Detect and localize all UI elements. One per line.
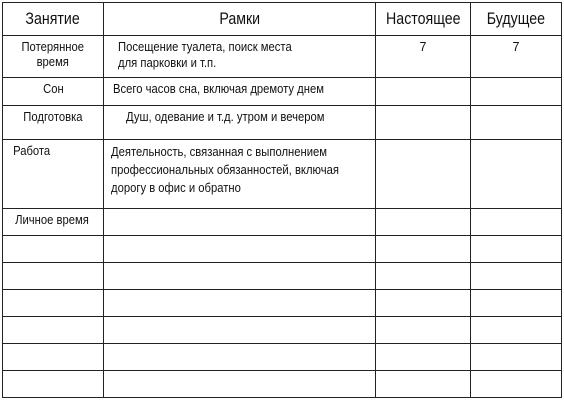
- cell-activity: Потерянное время: [3, 36, 104, 78]
- table-row: [3, 140, 562, 209]
- header-present: Настоящее: [376, 3, 471, 36]
- cell-future: [471, 209, 562, 236]
- header-row: [3, 3, 562, 36]
- cell-frames: [104, 263, 376, 290]
- header-activity: Занятие: [3, 3, 104, 36]
- table-row: [3, 209, 562, 236]
- cell-present: [376, 317, 471, 344]
- cell-frames: [104, 371, 376, 398]
- cell-activity: [3, 317, 104, 344]
- header-frames: Рамки: [104, 3, 376, 36]
- cell-activity: Работа: [3, 140, 104, 209]
- cell-present: [376, 344, 471, 371]
- table-row: [3, 290, 562, 317]
- cell-future: [471, 263, 562, 290]
- cell-present: [376, 236, 471, 263]
- table-row: [3, 371, 562, 398]
- cell-frames: [104, 344, 376, 371]
- cell-activity: Подготовка: [3, 106, 104, 140]
- table-row: [3, 78, 562, 106]
- cell-activity: [3, 236, 104, 263]
- cell-future: [471, 317, 562, 344]
- cell-present: 7: [376, 36, 471, 78]
- time-allocation-table: [2, 2, 562, 398]
- cell-frames: [104, 209, 376, 236]
- cell-frames: Посещение туалета, поиск места для парковки и т.п.: [104, 36, 376, 78]
- header-future: Будущее: [471, 3, 562, 36]
- cell-future: [471, 236, 562, 263]
- table-row: [3, 106, 562, 140]
- cell-activity: Личное время: [3, 209, 104, 236]
- cell-frames: [104, 317, 376, 344]
- cell-frames: [104, 290, 376, 317]
- cell-present: [376, 209, 471, 236]
- cell-activity: [3, 371, 104, 398]
- cell-future: [471, 106, 562, 140]
- cell-frames: [104, 236, 376, 263]
- cell-frames: Деятельность, связанная с выполнением профессиональных обязанностей, включая дорогу в офис и обратно: [104, 140, 376, 209]
- cell-future: 7: [471, 36, 562, 78]
- cell-present: [376, 290, 471, 317]
- table-row: [3, 317, 562, 344]
- cell-present: [376, 106, 471, 140]
- cell-frames: Душ, одевание и т.д. утром и вечером: [104, 106, 376, 140]
- table-row: [3, 344, 562, 371]
- table-row: [3, 263, 562, 290]
- cell-present: [376, 78, 471, 106]
- cell-present: [376, 140, 471, 209]
- cell-future: [471, 344, 562, 371]
- cell-future: [471, 140, 562, 209]
- cell-present: [376, 263, 471, 290]
- table-row: [3, 36, 562, 78]
- cell-future: [471, 371, 562, 398]
- cell-future: [471, 290, 562, 317]
- cell-present: [376, 371, 471, 398]
- table-row: [3, 236, 562, 263]
- cell-frames: Всего часов сна, включая дремоту днем: [104, 78, 376, 106]
- cell-activity: [3, 344, 104, 371]
- cell-activity: Сон: [3, 78, 104, 106]
- cell-activity: [3, 290, 104, 317]
- cell-activity: [3, 263, 104, 290]
- cell-future: [471, 78, 562, 106]
